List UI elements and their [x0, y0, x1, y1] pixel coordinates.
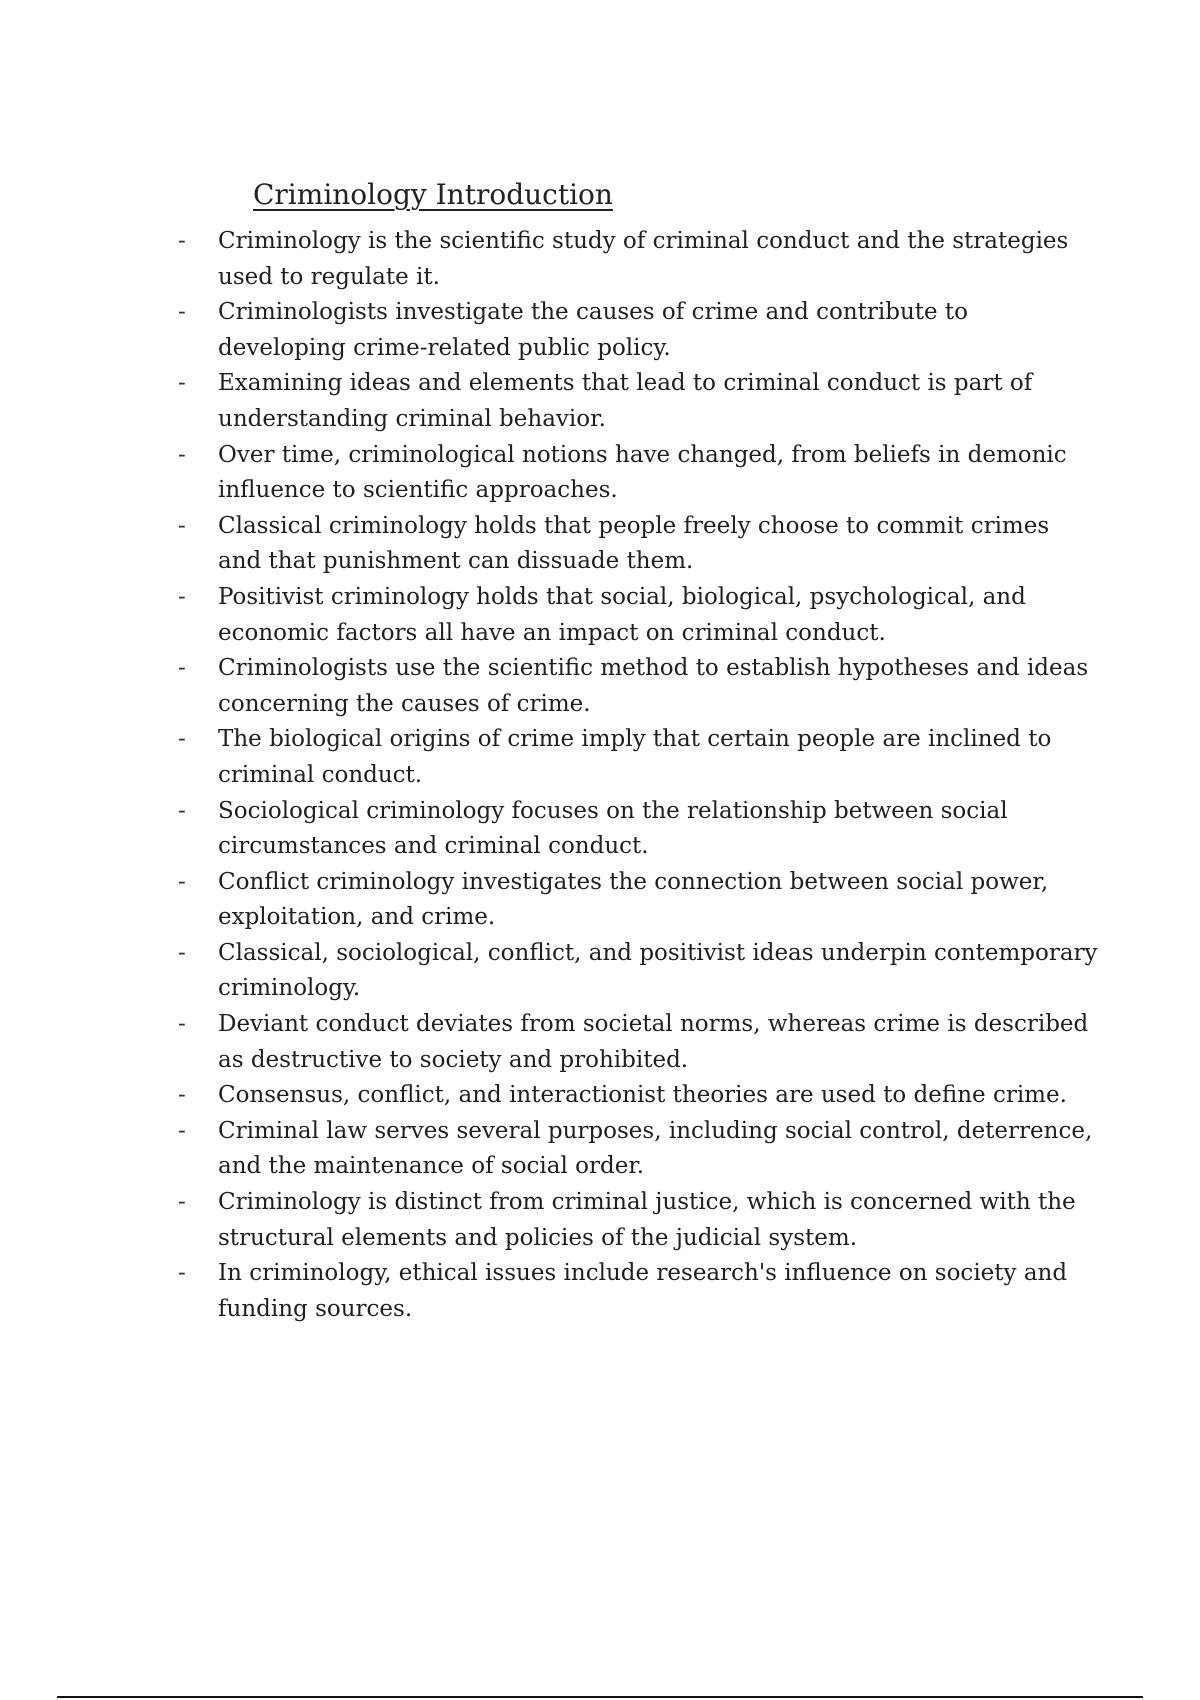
bullet-list — [178, 224, 1098, 1327]
bullet-text: Classical criminology holds that people freely choose to commit crimes and that punishment can dissuade them. — [218, 512, 1050, 575]
bullet-dash: - — [178, 868, 186, 895]
bullet-dash: - — [178, 1189, 186, 1216]
list-item — [178, 651, 1098, 722]
bullet-dash: - — [178, 797, 186, 824]
bullet-dash: - — [178, 1260, 186, 1287]
list-item — [178, 794, 1098, 865]
list-item — [178, 295, 1098, 366]
bullet-text: Criminology is the scientific study of criminal conduct and the strategies used to regulate it. — [218, 228, 1069, 290]
bullet-text: Conflict criminology investigates the connection between social power, exploitation, and crime. — [218, 868, 1049, 931]
bullet-dash: - — [178, 512, 186, 539]
list-item — [178, 1256, 1098, 1327]
list-item — [178, 438, 1098, 509]
bullet-text: The biological origins of crime imply that certain people are inclined to criminal conduct. — [218, 726, 1052, 788]
bullet-dash: - — [178, 228, 186, 254]
list-item — [178, 366, 1098, 437]
bullet-dash: - — [178, 726, 186, 753]
bullet-dash: - — [178, 370, 186, 397]
list-item — [178, 1114, 1098, 1185]
bullet-text: Classical, sociological, conflict, and positivist ideas underpin contemporary criminology. — [218, 939, 1098, 1002]
list-item — [178, 224, 1098, 295]
list-item — [178, 936, 1098, 1007]
list-item — [178, 1078, 1098, 1114]
list-item — [178, 580, 1098, 651]
bullet-dash: - — [178, 1082, 186, 1109]
bullet-dash: - — [178, 583, 186, 610]
bullet-dash: - — [178, 655, 186, 682]
bullet-dash: - — [178, 299, 186, 326]
bullet-dash: - — [178, 441, 186, 468]
bullet-text: Consensus, conflict, and interactionist theories are used to define crime. — [218, 1082, 1067, 1109]
footer-rule — [57, 1696, 1143, 1698]
bullet-text: Positivist criminology holds that social, biological, psychological, and economic factors all have an impact on criminal conduct. — [218, 583, 1026, 646]
bullet-text: Deviant conduct deviates from societal norms, whereas crime is described as destructive to society and prohibited. — [218, 1011, 1089, 1073]
list-item — [178, 509, 1098, 580]
list-item — [178, 865, 1098, 936]
bullet-text: Over time, criminological notions have changed, from beliefs in demonic influence to scientific approaches. — [218, 441, 1067, 504]
bullet-text: Criminal law serves several purposes, including social control, deterrence, and the maintenance of social order. — [218, 1117, 1093, 1180]
bullet-text: Criminologists use the scientific method to establish hypotheses and ideas concerning the causes of crime. — [218, 655, 1089, 717]
bullet-text: Criminology is distinct from criminal justice, which is concerned with the structural elements and policies of the judicial system. — [218, 1189, 1076, 1251]
bullet-dash: - — [178, 939, 186, 966]
list-item — [178, 722, 1098, 793]
page-title: Criminology Introduction — [253, 178, 613, 211]
bullet-text: Criminologists investigate the causes of crime and contribute to developing crime-related public policy. — [218, 299, 969, 361]
bullet-dash: - — [178, 1011, 186, 1038]
bullet-text: In criminology, ethical issues include research's influence on society and funding sources. — [218, 1260, 1068, 1322]
bullet-text: Examining ideas and elements that lead to criminal conduct is part of understanding criminal behavior. — [218, 370, 1033, 432]
list-item — [178, 1007, 1098, 1078]
bullet-text: Sociological criminology focuses on the relationship between social circumstances and criminal conduct. — [218, 797, 1008, 860]
list-item — [178, 1185, 1098, 1256]
bullet-dash: - — [178, 1117, 186, 1144]
